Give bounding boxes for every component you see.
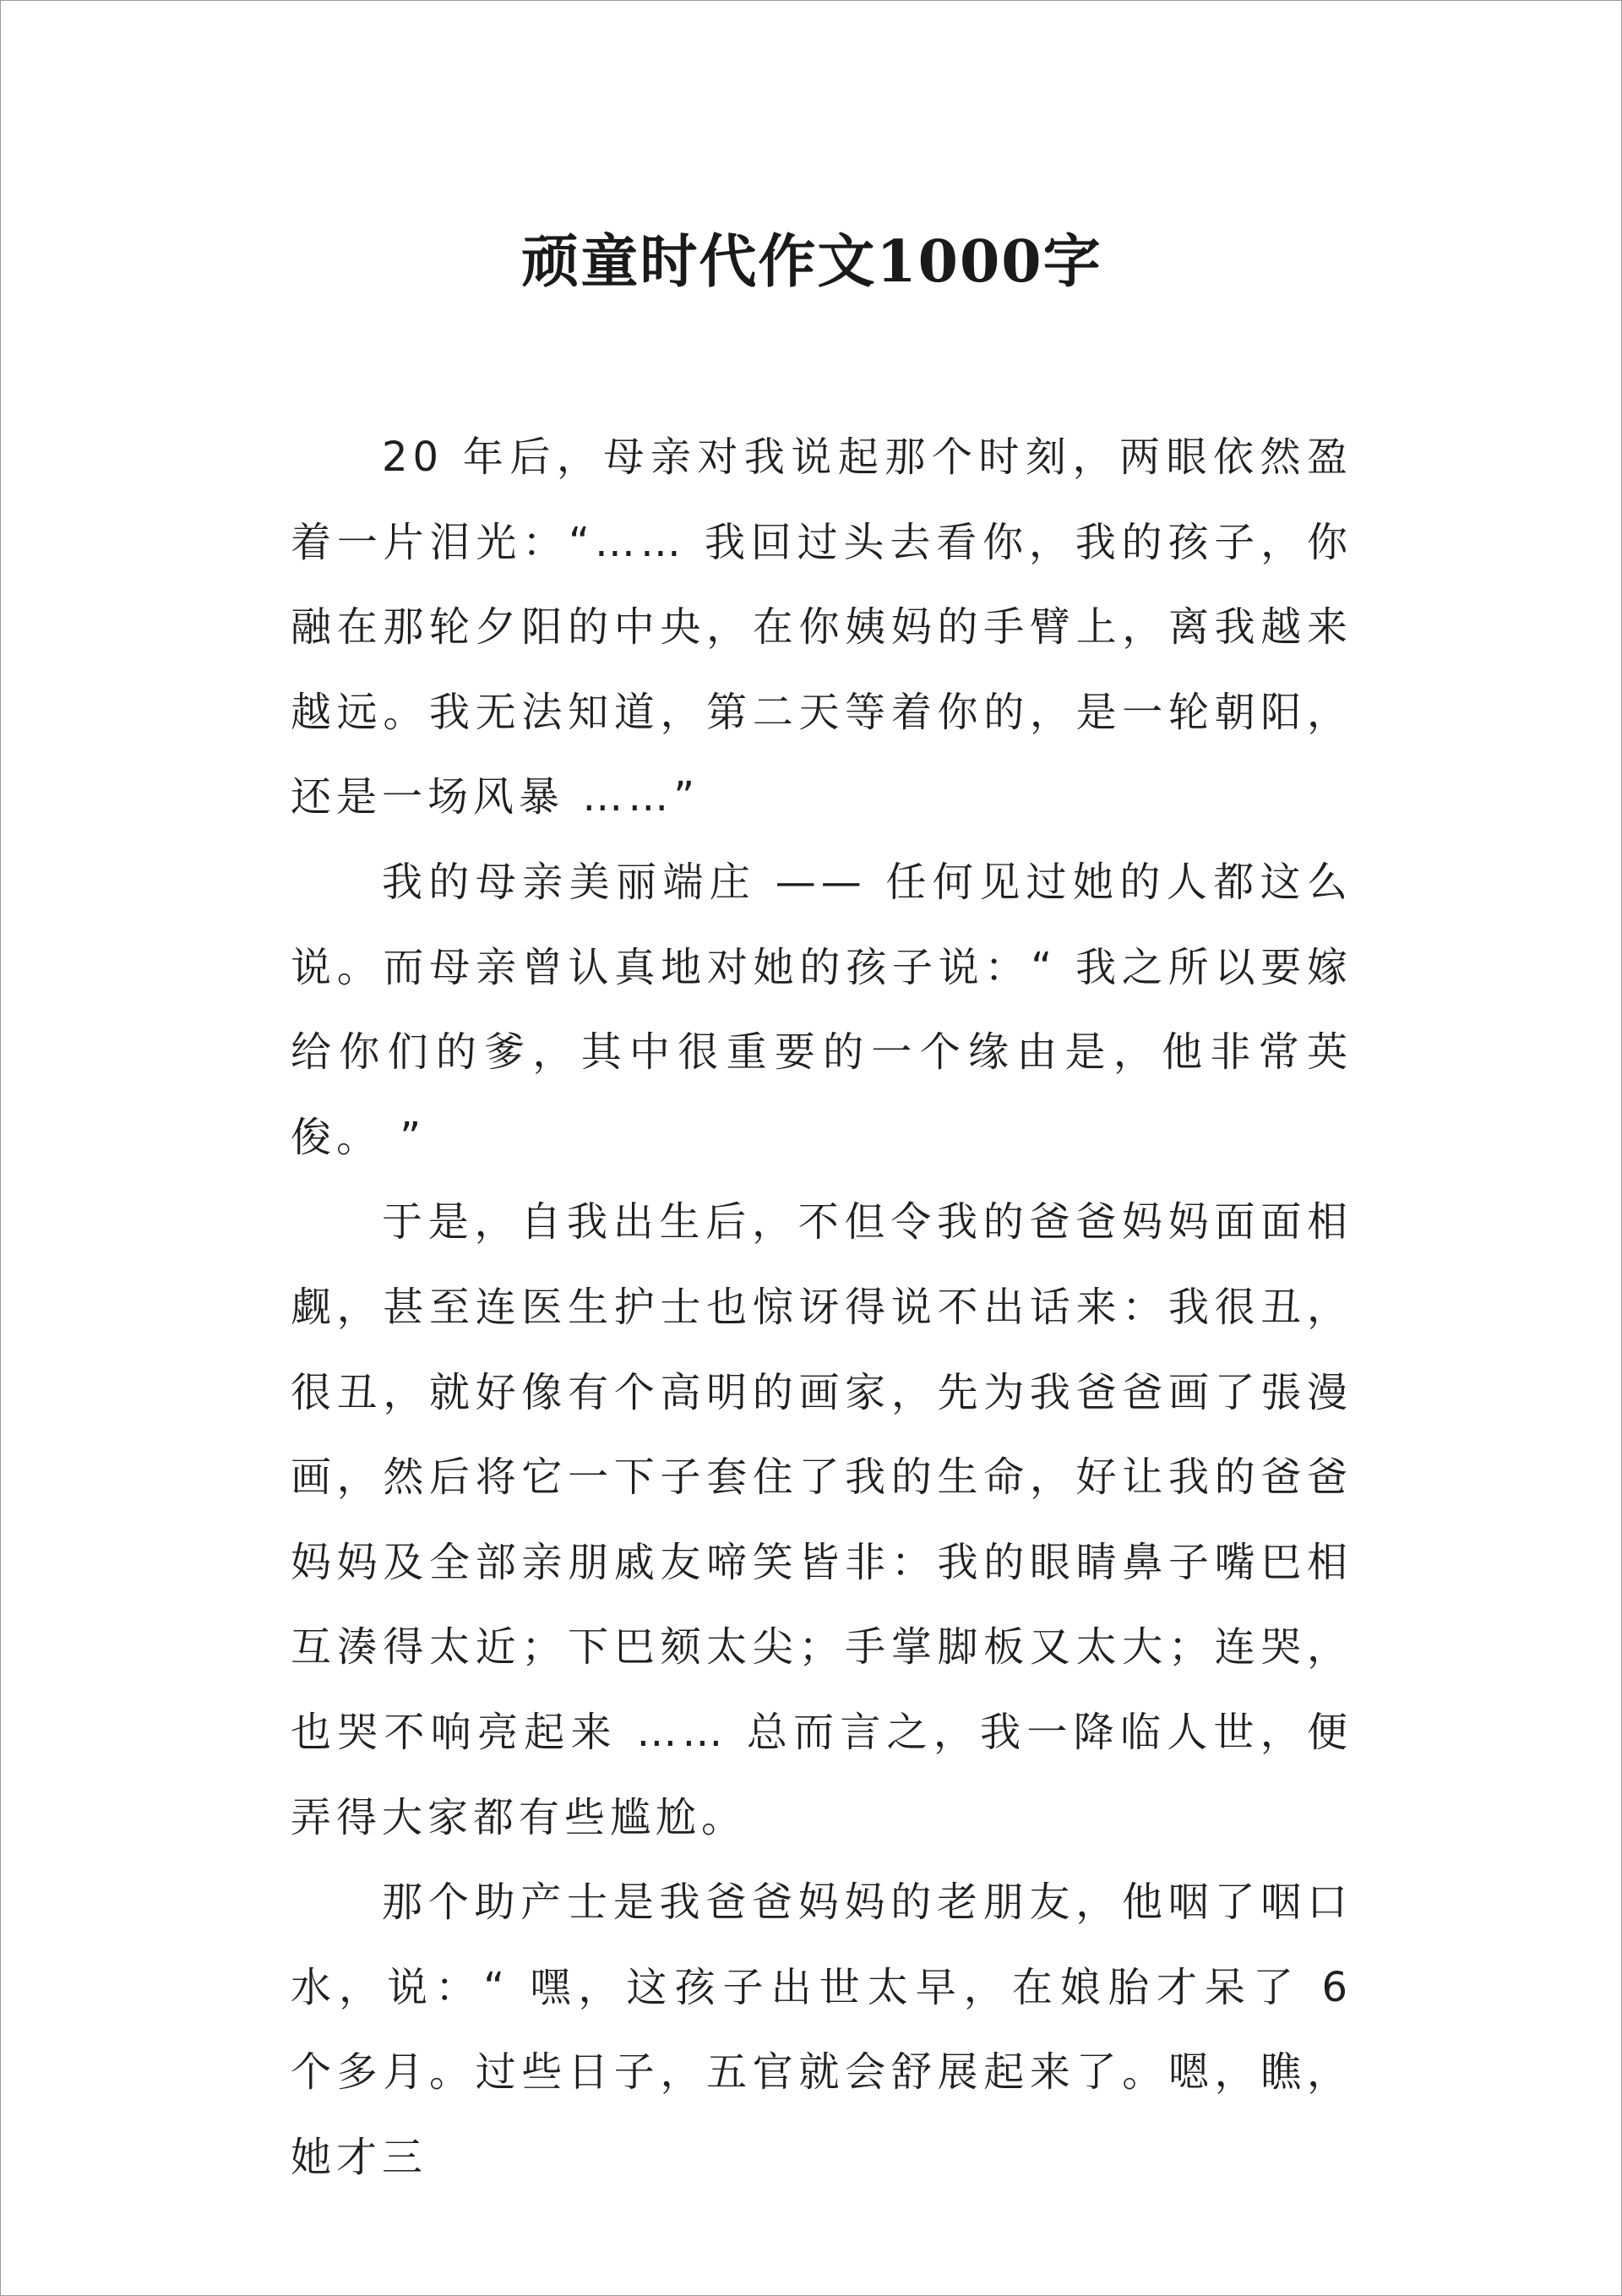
paragraph: 于是，自我出生后，不但令我的爸爸妈妈面面相觑，甚至连医生护士也惊讶得说不出话来：我很丑，很丑，就好像有个高明的画家，先为我爸爸画了張漫画，然后将它一下子套住了我的生命，好让我的爸爸妈妈及全部亲朋戚友啼笑皆非：我的眼睛鼻子嘴巴相互湊得太近；下巴颏太尖；手掌脚板又太大；连哭，也哭不响亮起来 …… 总而言之，我一降临人世，便弄得大家都有些尴尬。 <box>291 1198 1353 1841</box>
document-body <box>291 415 1353 2200</box>
document-title: 顽童时代作文1000字 <box>521 228 1102 296</box>
paragraph: 我的母亲美丽端庄 —— 任何见过她的人都这么说。而母亲曾认真地对她的孩子说：“ 我之所以要嫁给你们的爹，其中很重要的一个缘由是，他非常英俊。 ” <box>291 858 1353 1161</box>
paragraph: 那个助产士是我爸爸妈妈的老朋友，他咽了咽口水，说：“ 嘿，这孩子出世太早，在娘胎才呆了 6 个多月。过些日子，五官就会舒展起来了。嗯，瞧，她才三 <box>291 1879 1353 2181</box>
paragraph: 20 年后，母亲对我说起那个时刻，两眼依然盈着一片泪光：“…… 我回过头去看你，我的孩子，你融在那轮夕阳的中央，在你姨妈的手臂上，离我越来越远。我无法知道，第二天等着你的，是一轮朝阳，还是一场风暴 ……” <box>291 434 1353 821</box>
